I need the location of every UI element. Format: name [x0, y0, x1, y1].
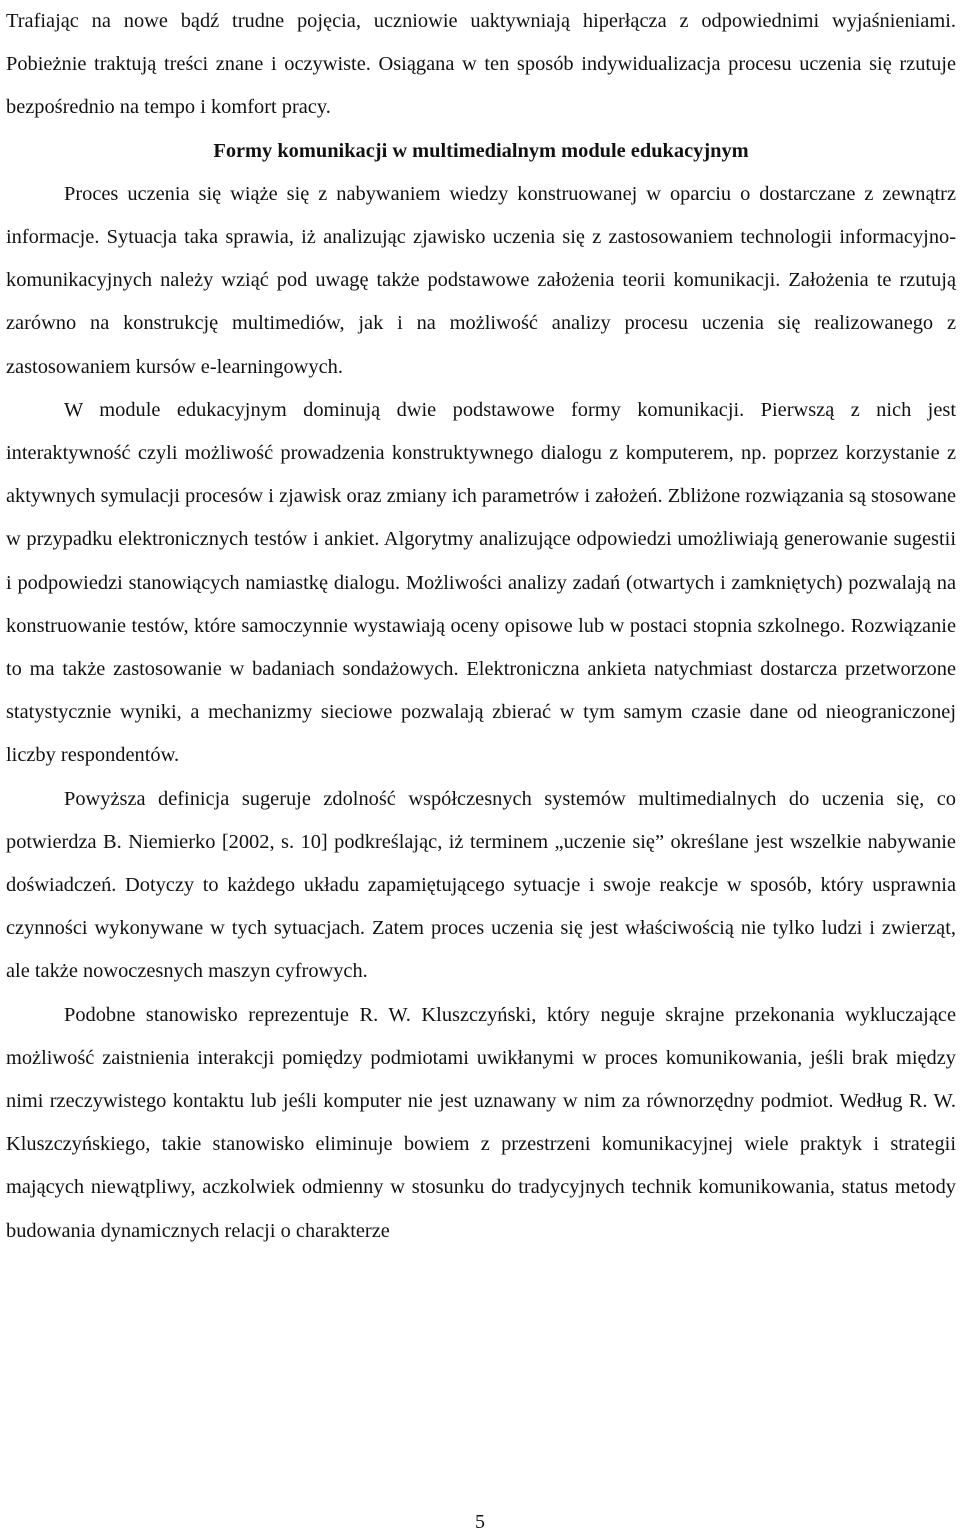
document-page: [6, 0, 956, 1253]
page-number: 5: [475, 1511, 485, 1533]
body-paragraph-3: Powyższa definicja sugeruje zdolność współczesnych systemów multimedialnych do uczenia się, co potwierdza B. Niemierko [2002, s. 10] podkreślając, iż terminem „uczenie się” określane jest wszelkie nabywanie doświadczeń. Dotyczy to każdego układu zapamiętującego sytuacje i swoje reakcje w sposób, który usprawnia czynności wykonywane w tych sytuacjach. Zatem proces uczenia się jest właściwością nie tylko ludzi i zwierząt, ale także nowoczesnych maszyn cyfrowych.: [6, 787, 956, 983]
intro-paragraph: Trafiając na nowe bądź trudne pojęcia, uczniowie uaktywniają hiperłącza z odpowiednimi wyjaśnieniami. Pobieżnie traktują treści znane i oczywiste. Osiągana w ten sposób indywidualizacja procesu uczenia się rzutuje bezpośrednio na tempo i komfort pracy.: [6, 10, 956, 119]
body-paragraph-2: W module edukacyjnym dominują dwie podstawowe formy komunikacji. Pierwszą z nich jest interaktywność czyli możliwość prowadzenia konstruktywnego dialogu z komputerem, np. poprzez korzystanie z aktywnych symulacji procesów i zjawisk oraz zmiany ich parametrów i założeń. Zbliżone rozwiązania są stosowane w przypadku elektronicznych testów i ankiet. Algorytmy analizujące odpowiedzi umożliwiają generowanie sugestii i podpowiedzi stanowiących namiastkę dialogu. Możliwości analizy zadań (otwartych i zamkniętych) pozwalają na konstruowanie testów, które samoczynnie wystawiają oceny opisowe lub w postaci stopnia szkolnego. Rozwiązanie to ma także zastosowanie w badaniach sondażowych. Elektroniczna ankieta natychmiast dostarcza przetworzone statystycznie wyniki, a mechanizmy sieciowe pozwalają zbierać w tym samym czasie dane od nieograniczonej liczby respondentów.: [6, 398, 956, 767]
body-paragraph-1: Proces uczenia się wiąże się z nabywaniem wiedzy konstruowanej w oparciu o dostarczane z zewnątrz informacje. Sytuacja taka sprawia, iż analizując zjawisko uczenia się z zastosowaniem technologii informacyjno-komunikacyjnych należy wziąć pod uwagę także podstawowe założenia teorii komunikacji. Założenia te rzutują zarówno na konstrukcję multimediów, jak i na możliwość analizy procesu uczenia się realizowanego z zastosowaniem kursów e-learningowych.: [6, 182, 956, 378]
section-heading: Formy komunikacji w multimedialnym module edukacyjnym: [213, 139, 749, 162]
body-paragraph-4: Podobne stanowisko reprezentuje R. W. Kluszczyński, który neguje skrajne przekonania wykluczające możliwość zaistnienia interakcji pomiędzy podmiotami uwikłanymi w proces komunikowania, jeśli brak między nimi rzeczywistego kontaktu lub jeśli komputer nie jest uznawany w nim za równorzędny podmiot. Według R. W. Kluszczyńskiego, takie stanowisko eliminuje bowiem z przestrzeni komunikacyjnej wiele praktyk i strategii mających niewątpliwy, aczkolwiek odmienny w stosunku do tradycyjnych technik komunikowania, status metody budowania dynamicznych relacji o charakterze: [6, 1003, 956, 1242]
